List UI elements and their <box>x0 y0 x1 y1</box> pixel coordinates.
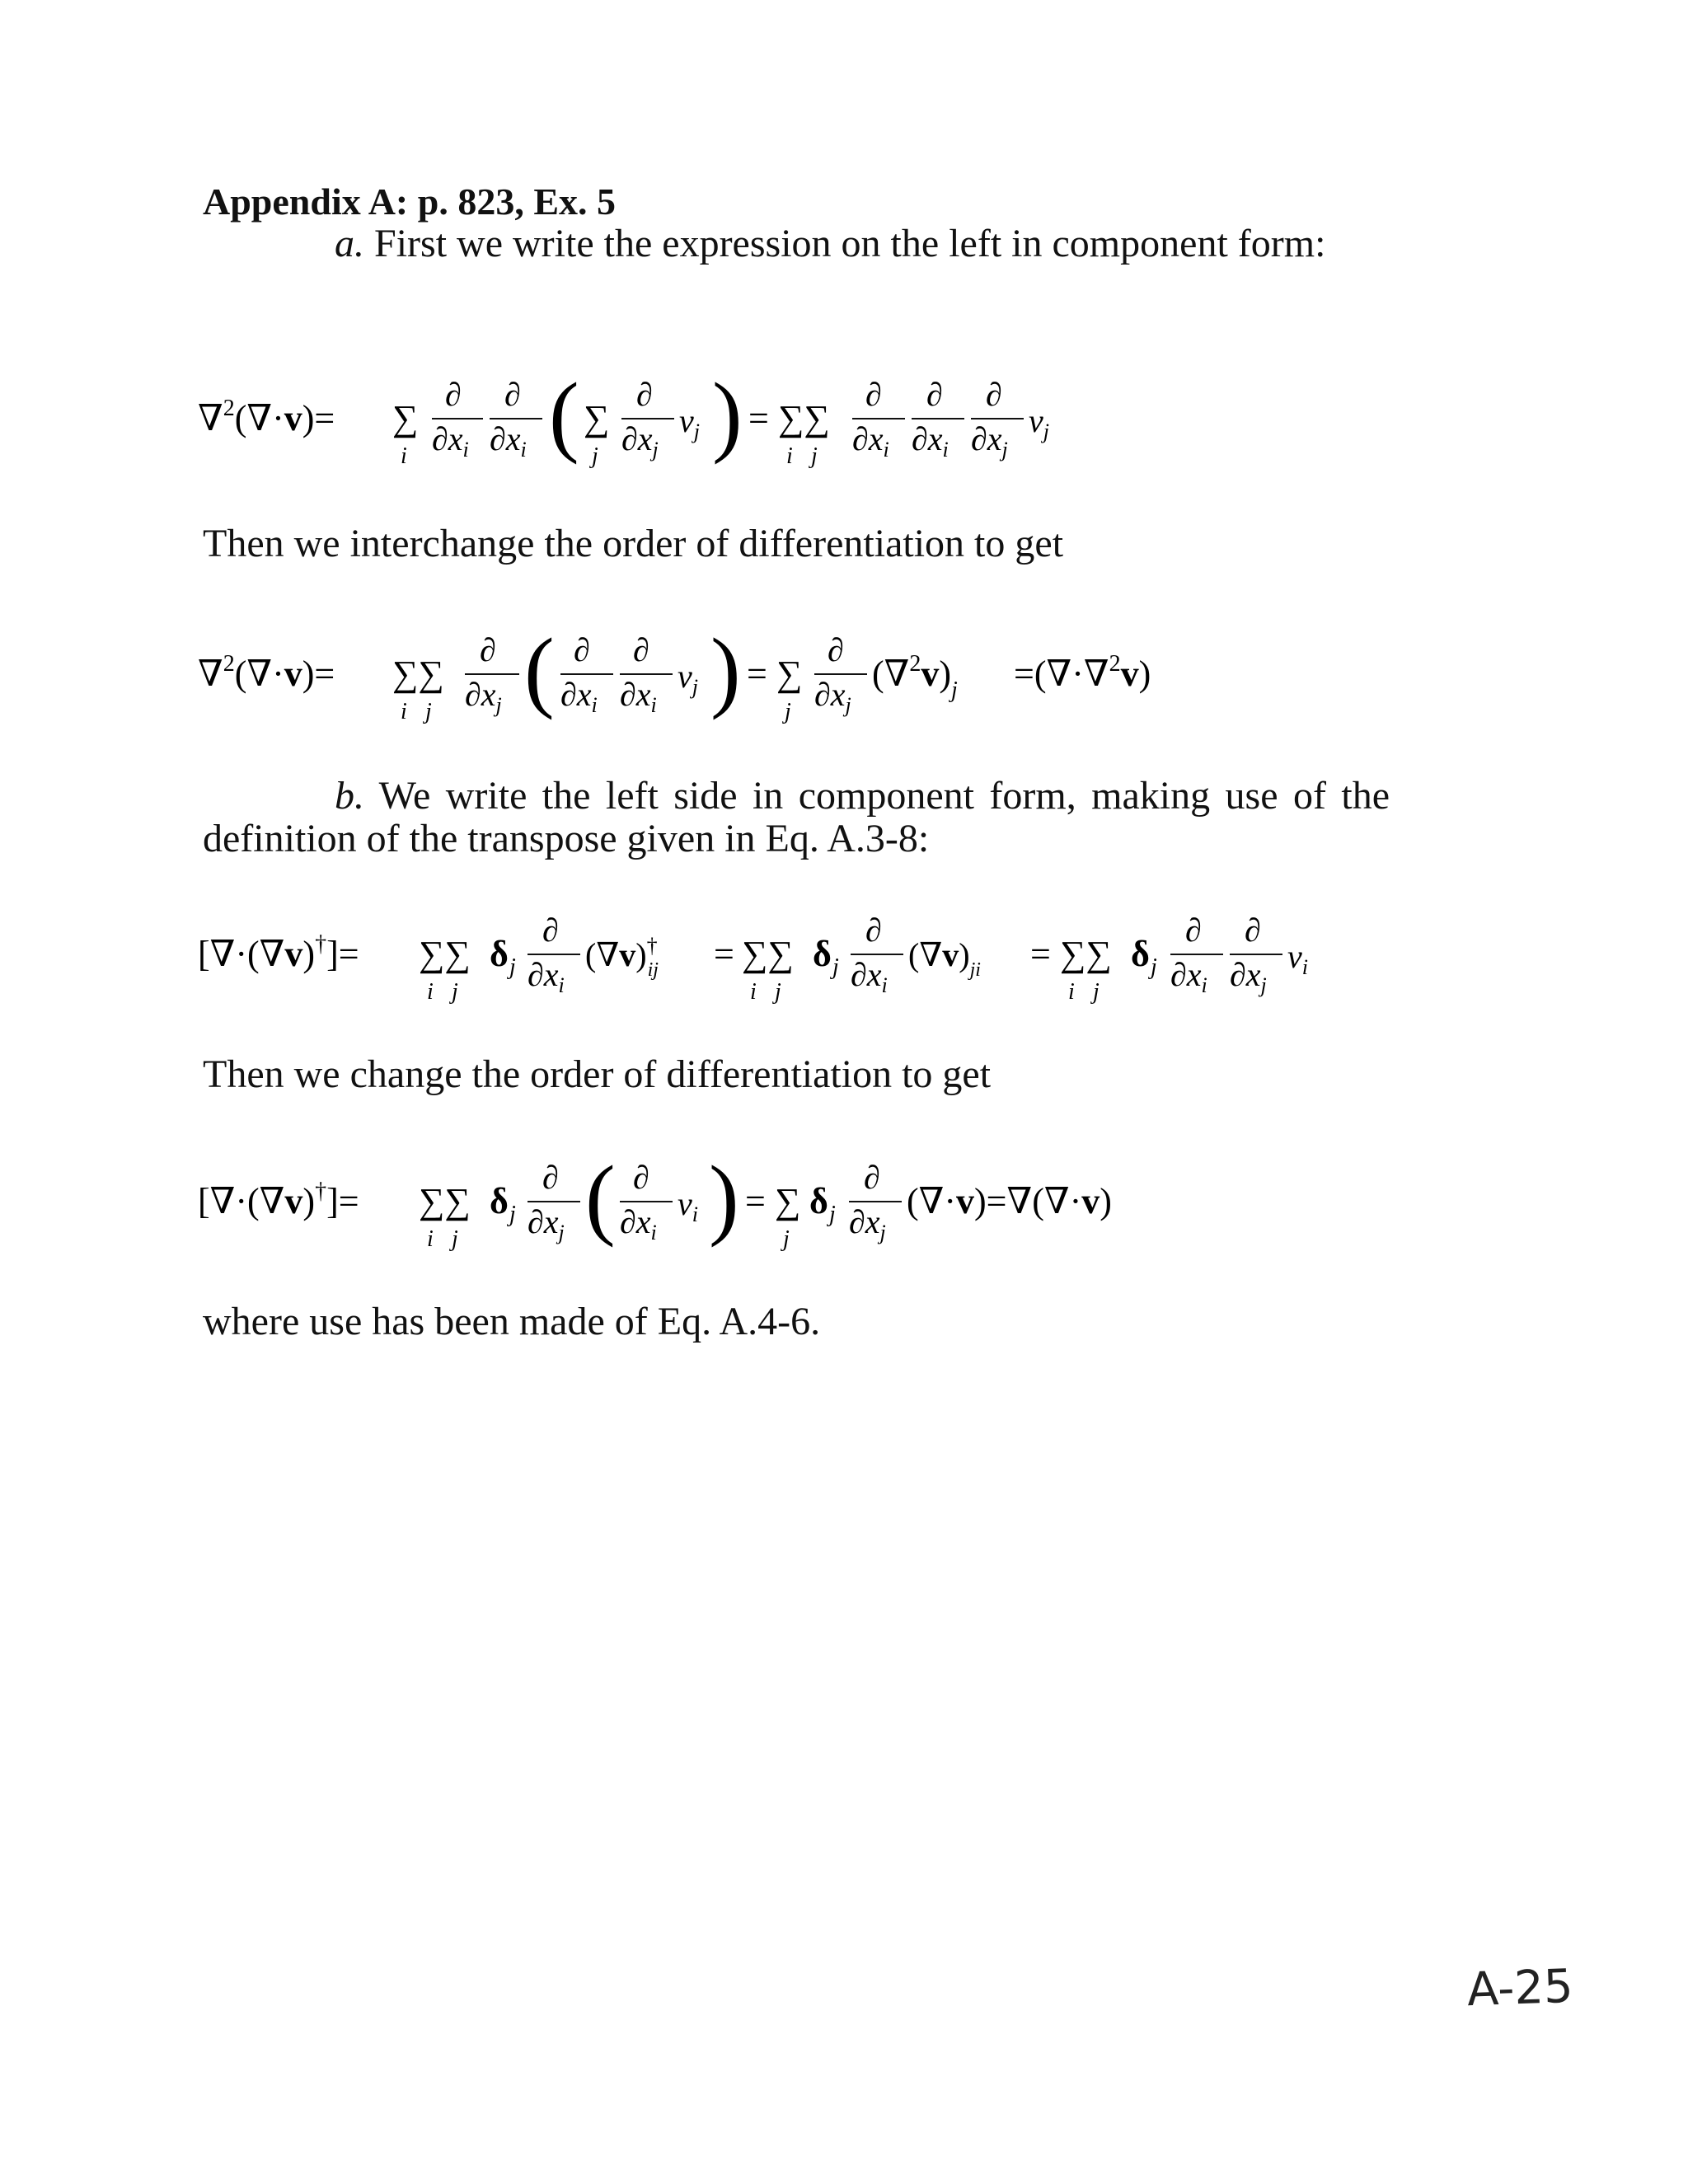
svg-text:): ) <box>712 364 743 465</box>
svg-text:=: = <box>745 1181 766 1221</box>
svg-text:∑∑: ∑∑ <box>742 934 794 974</box>
svg-text:∂: ∂ <box>480 631 496 668</box>
svg-text:j: j <box>811 443 818 469</box>
svg-text:j: j <box>1151 954 1157 980</box>
svg-text:(∇v)ji: $(\nabla v)_{ji}$ <box>908 936 981 981</box>
svg-text:δ: δ <box>813 934 832 974</box>
svg-text:vi: $v_i$ <box>678 1185 698 1226</box>
svg-text:∂: ∂ <box>986 376 1002 413</box>
svg-text:∂xi: $\partial x_i$ <box>851 956 888 997</box>
svg-text:i: i <box>401 443 407 469</box>
svg-text:j: j <box>509 1202 516 1227</box>
svg-text:∂: ∂ <box>445 376 462 413</box>
svg-text:∂: ∂ <box>542 1159 559 1196</box>
svg-text:=(∇·∇2v): =(∇·∇$^2$v) <box>1014 651 1151 694</box>
svg-text:): ) <box>710 620 741 720</box>
svg-text:∂: ∂ <box>865 376 882 413</box>
svg-text:∇2(∇·v)=: ∇$^2$(∇·v)= <box>198 651 335 694</box>
svg-text:∂: ∂ <box>1185 912 1202 949</box>
svg-text:j: j <box>509 954 516 980</box>
svg-text:∂xi: $\partial x_i$ <box>912 420 949 462</box>
svg-text:∂: ∂ <box>633 1159 649 1196</box>
equation-3 <box>198 898 1434 1034</box>
svg-text:∂xj: $\partial x_j$ <box>971 420 1008 462</box>
svg-text:δ: δ <box>809 1181 828 1221</box>
svg-text:(∇v)†ij: (∇v)† ij <box>585 934 659 981</box>
svg-text:(: ( <box>549 364 579 465</box>
svg-text:vj: $v_j$ <box>1029 402 1049 443</box>
svg-text:∂: ∂ <box>926 376 943 413</box>
svg-text:∑: ∑ <box>392 398 419 438</box>
part-b-text: We write the left side in component form, making use of the definition of the transpose given in Eq. A.3-8: <box>203 774 1390 860</box>
page-number: A-25 <box>1465 1959 1574 2018</box>
svg-text:∂: ∂ <box>633 631 649 668</box>
svg-text:∂xi: $\partial x_i$ <box>620 1203 657 1244</box>
appendix-heading: Appendix A: p. 823, Ex. 5 <box>203 180 617 223</box>
svg-text:∂xj: $\partial x_j$ <box>814 676 851 717</box>
svg-text:∂: ∂ <box>1245 912 1261 949</box>
svg-text:=: = <box>748 398 769 438</box>
svg-text:vi: $v_i$ <box>1287 938 1308 979</box>
part-b-label: b. <box>335 774 364 818</box>
svg-text:j: j <box>785 699 791 724</box>
svg-text:j: j <box>452 979 458 1005</box>
svg-text:∑∑: ∑∑ <box>419 1181 471 1221</box>
svg-text:j: j <box>452 1226 458 1252</box>
svg-text:(: ( <box>524 620 555 720</box>
equation-2 <box>198 618 1269 754</box>
svg-text:∂xi: $\partial x_i$ <box>560 676 598 717</box>
svg-text:j: j <box>425 699 432 724</box>
svg-text:i: i <box>427 979 434 1005</box>
svg-text:∑∑: ∑∑ <box>1060 934 1112 974</box>
svg-text:∑∑: ∑∑ <box>778 398 830 438</box>
svg-text:[∇·(∇v)†]=: [∇·(∇v)†]= <box>198 1179 359 1221</box>
svg-text:∂: ∂ <box>865 912 882 949</box>
svg-text:∂xj: $\partial x_j$ <box>465 676 502 717</box>
svg-text:∂xi: $\partial x_i$ <box>528 956 565 997</box>
part-a-label: a. <box>335 222 364 265</box>
svg-text:∑: ∑ <box>776 654 803 694</box>
svg-text:=: = <box>1030 934 1051 974</box>
svg-text:δ: δ <box>490 934 509 974</box>
interchange-line: Then we interchange the order of differentiation to get <box>203 522 1064 565</box>
svg-text:j: j <box>1093 979 1100 1005</box>
svg-text:∂xi: $\partial x_i$ <box>1170 956 1207 997</box>
svg-text:[∇·(∇v)†]=: [∇·(∇v)†]= <box>198 931 359 974</box>
svg-text:∑: ∑ <box>775 1181 801 1221</box>
svg-text:j: j <box>775 979 781 1005</box>
svg-text:∂: ∂ <box>504 376 521 413</box>
svg-text:i: i <box>1068 979 1075 1005</box>
svg-text:∂: ∂ <box>574 631 590 668</box>
equation-1 <box>198 363 1187 499</box>
svg-text:i: i <box>786 443 793 469</box>
svg-text:δ: δ <box>490 1181 509 1221</box>
svg-text:δ: δ <box>1131 934 1150 974</box>
svg-text:∂xj: $\partial x_j$ <box>1230 956 1267 997</box>
svg-text:i: i <box>427 1226 434 1252</box>
svg-text:∂xj: $\partial x_j$ <box>621 420 659 462</box>
svg-text:∂xj: $\partial x_j$ <box>528 1203 565 1244</box>
svg-text:i: i <box>401 699 407 724</box>
svg-text:j: j <box>783 1226 790 1252</box>
svg-text:∂xj: $\partial x_j$ <box>849 1203 886 1244</box>
equation-4 <box>198 1146 1269 1282</box>
svg-text:i: i <box>750 979 757 1005</box>
where-line: where use has been made of Eq. A.4-6. <box>203 1300 821 1343</box>
svg-text:∂: ∂ <box>828 631 844 668</box>
svg-text:(∇2v)j: $(\nabla^2v)_j$ <box>872 651 958 703</box>
part-b-paragraph <box>203 775 1390 860</box>
svg-text:∂xi: $\partial x_i$ <box>852 420 889 462</box>
part-a-paragraph <box>203 223 1390 265</box>
svg-text:): ) <box>709 1147 739 1248</box>
svg-text:j: j <box>592 443 598 469</box>
svg-text:∂xi: $\partial x_i$ <box>432 420 469 462</box>
part-a-text: First we write the expression on the left in component form: <box>374 222 1326 265</box>
svg-text:vj: $v_j$ <box>679 402 700 443</box>
svg-text:=: = <box>747 654 767 694</box>
svg-text:(: ( <box>585 1147 616 1248</box>
svg-text:vj: $v_j$ <box>678 658 698 699</box>
svg-text:∂: ∂ <box>636 376 653 413</box>
svg-text:∂: ∂ <box>864 1159 880 1196</box>
svg-text:j: j <box>832 954 839 980</box>
svg-text:∂xi: $\partial x_i$ <box>490 420 527 462</box>
svg-text:∑∑: ∑∑ <box>392 654 444 694</box>
change-order-line: Then we change the order of differentiation to get <box>203 1052 992 1096</box>
svg-text:∂xi: $\partial x_i$ <box>620 676 657 717</box>
svg-text:∇2(∇·v)=: ∇$^2$(∇·v)= <box>198 396 335 438</box>
svg-text:=: = <box>714 934 734 974</box>
svg-text:j: j <box>829 1202 836 1227</box>
svg-text:∑: ∑ <box>584 398 610 438</box>
svg-text:∑∑: ∑∑ <box>419 934 471 974</box>
svg-text:(∇·v)=∇(∇·v): (∇·v)=∇(∇·v) <box>907 1181 1112 1221</box>
svg-text:∂: ∂ <box>542 912 559 949</box>
